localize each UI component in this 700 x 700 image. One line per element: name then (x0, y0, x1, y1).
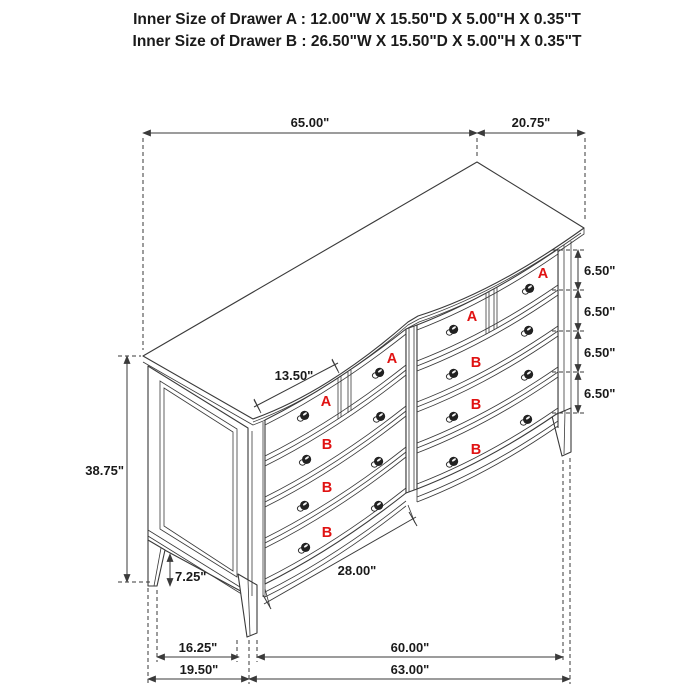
title-line-drawer-a: Inner Size of Drawer A : 12.00"W X 15.50"D X 5.00"H X 0.35"T (133, 11, 581, 28)
title-line-drawer-b: Inner Size of Drawer B : 26.50"W X 15.50"D X 5.00"H X 0.35"T (132, 33, 582, 50)
dim-drawer-height-label: 6.50" (584, 304, 616, 319)
dim-drawer-a-width-label: 13.50" (274, 368, 314, 383)
dimension-drawer-heights (552, 250, 615, 413)
dimension-overall-height (85, 356, 150, 582)
drawer-letter: A (537, 266, 549, 282)
dim-base-width-inner-label: 60.00" (390, 640, 430, 655)
drawer-letter: B (470, 355, 482, 371)
center-stile (406, 325, 417, 493)
drawer-letter: A (320, 394, 332, 410)
drawer-letter: B (321, 480, 333, 496)
dim-base-depth-label: 19.50" (179, 662, 219, 677)
drawer-letter: A (386, 351, 398, 367)
title-block (133, 11, 582, 50)
drawer-letter: B (321, 525, 333, 541)
drawer-letter: A (466, 309, 478, 325)
dim-drawer-height-label: 6.50" (584, 263, 616, 278)
dim-drawer-height-label: 6.50" (584, 345, 616, 360)
dim-drawer-b-width-label: 28.00" (337, 563, 377, 578)
front-left-leg (238, 574, 257, 637)
drawer-letter: B (470, 397, 482, 413)
dim-top-depth-label: 20.75" (511, 115, 551, 130)
dim-overall-height-label: 38.75" (85, 463, 124, 478)
dim-leg-height-label: 7.25" (175, 569, 207, 584)
dim-base-depth-inner-label: 16.25" (178, 640, 218, 655)
drawer-letter: B (321, 437, 333, 453)
drawer-letter: B (470, 442, 482, 458)
dim-base-width-label: 63.00" (390, 662, 430, 677)
dim-drawer-height-label: 6.50" (584, 386, 616, 401)
dim-top-width-label: 65.00" (290, 115, 330, 130)
